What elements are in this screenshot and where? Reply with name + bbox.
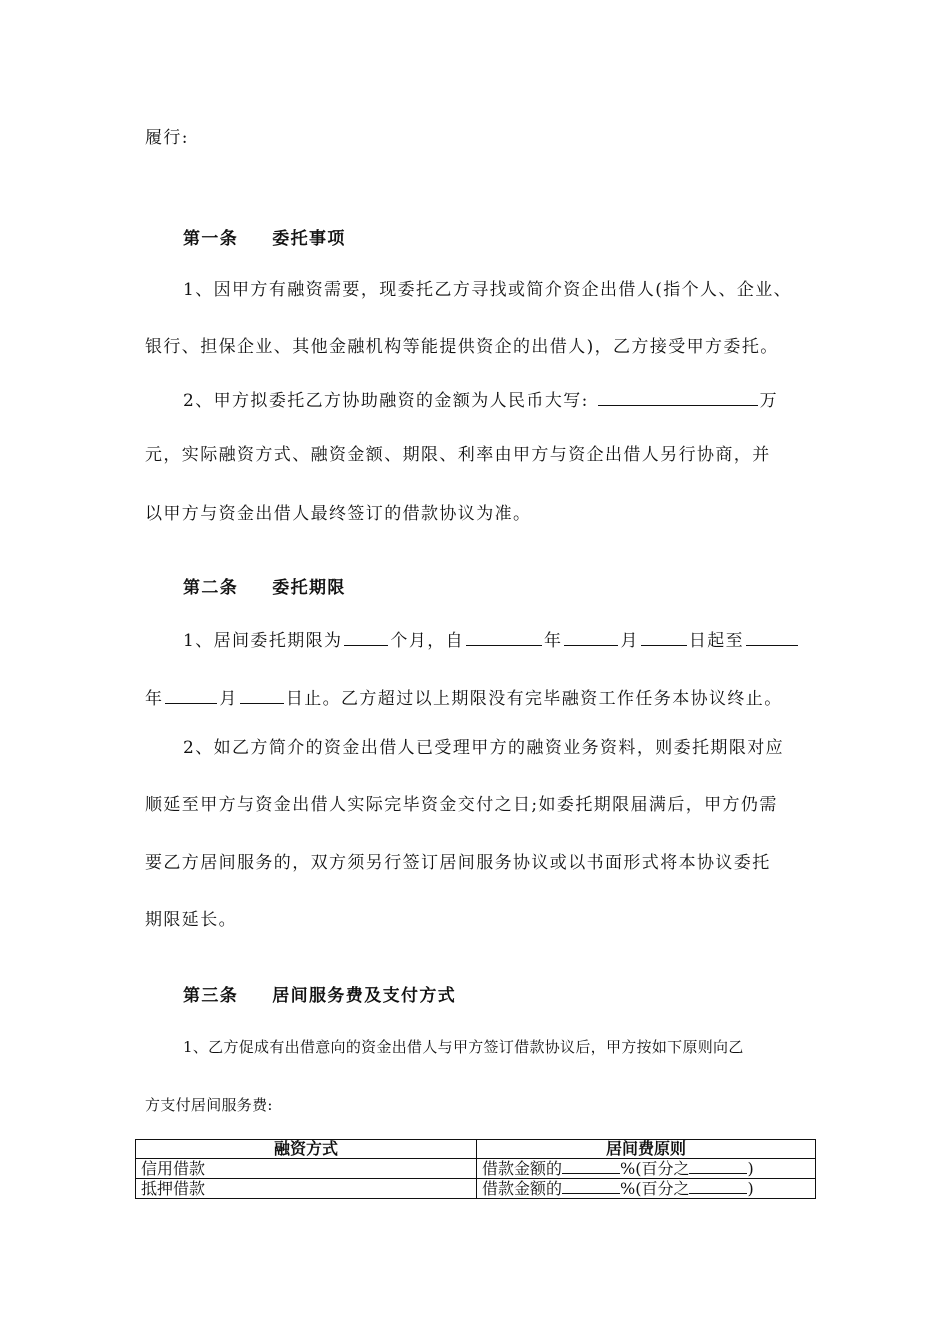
amount-blank[interactable] [598, 388, 758, 406]
article-2-heading [183, 577, 346, 599]
article-1-heading [183, 228, 346, 250]
text-line: 履行: [145, 128, 189, 148]
text-line: 2、如乙方简介的资金出借人已受理甲方的融资业务资料，则委托期限对应 [183, 738, 785, 758]
rule-cell [477, 1159, 816, 1179]
text-line: 以甲方与资金出借人最终签订的借款协议为准。 [145, 504, 532, 524]
column-header: 居间费原则 [477, 1140, 816, 1159]
end-month-blank[interactable] [165, 686, 217, 704]
column-header: 融资方式 [136, 1140, 477, 1159]
method-cell: 信用借款 [136, 1159, 477, 1179]
end-year-blank[interactable] [746, 628, 798, 646]
end-day-blank[interactable] [240, 686, 284, 704]
text-span: %(百分之 [620, 1159, 690, 1178]
text-line: 元，实际融资方式、融资金额、期限、利率由甲方与资企出借人另行协商，并 [145, 445, 771, 465]
text-span: 个月，自 [390, 631, 465, 651]
text-line: 期限延长。 [145, 910, 237, 930]
article-number: 第一条 [183, 229, 239, 249]
text-span: %(百分之 [620, 1179, 690, 1198]
text-span: ) [747, 1159, 754, 1178]
text-span: 月 [620, 631, 639, 651]
article-number: 第三条 [183, 986, 239, 1006]
article-title: 委托事项 [272, 229, 346, 249]
text-span: 日止。乙方超过以上期限没有完毕融资工作任务本协议终止。 [285, 689, 783, 709]
term-line [183, 628, 800, 652]
percent-words-blank[interactable] [689, 1179, 747, 1194]
text-span: 2、甲方拟委托乙方协助融资的金额为人民币大写: [183, 391, 589, 411]
text-span: 年 [145, 689, 164, 709]
fee-table [135, 1139, 816, 1199]
amount-line [183, 388, 778, 412]
text-line: 1、因甲方有融资需要，现委托乙方寻找或简介资企出借人(指个人、企业、 [183, 280, 793, 300]
text-span: 借款金额的 [482, 1179, 563, 1198]
text-line: 银行、担保企业、其他金融机构等能提供资企的出借人)，乙方接受甲方委托。 [145, 337, 779, 357]
text-span: ) [747, 1179, 754, 1198]
percent-words-blank[interactable] [689, 1159, 747, 1174]
start-year-blank[interactable] [466, 628, 542, 646]
text-line: 方支付居间服务费: [145, 1096, 273, 1114]
text-span: 月 [219, 689, 238, 709]
article-3-heading [183, 985, 456, 1007]
start-day-blank[interactable] [641, 628, 687, 646]
rule-cell [477, 1179, 816, 1199]
text-span: 1、居间委托期限为 [183, 631, 343, 651]
table-row [136, 1179, 816, 1199]
text-span: 日起至 [688, 631, 745, 651]
text-line: 要乙方居间服务的，双方须另行签订居间服务协议或以书面形式将本协议委托 [145, 853, 771, 873]
table-header-row [136, 1140, 816, 1159]
article-title: 居间服务费及支付方式 [272, 986, 457, 1006]
start-month-blank[interactable] [564, 628, 618, 646]
percent-blank[interactable] [562, 1159, 620, 1174]
months-blank[interactable] [344, 628, 388, 646]
text-line: 1、乙方促成有出借意向的资金出借人与甲方签订借款协议后，甲方按如下原则向乙 [183, 1038, 744, 1056]
text-line: 顺延至甲方与资金出借人实际完毕资金交付之日;如委托期限届满后，甲方仍需 [145, 795, 778, 815]
text-span: 借款金额的 [482, 1159, 563, 1178]
percent-blank[interactable] [562, 1179, 620, 1194]
method-cell: 抵押借款 [136, 1179, 477, 1199]
table-row [136, 1159, 816, 1179]
term-line-2 [145, 686, 783, 710]
text-span: 万 [759, 391, 778, 411]
text-span: 年 [544, 631, 563, 651]
article-title: 委托期限 [272, 578, 346, 598]
article-number: 第二条 [183, 578, 239, 598]
